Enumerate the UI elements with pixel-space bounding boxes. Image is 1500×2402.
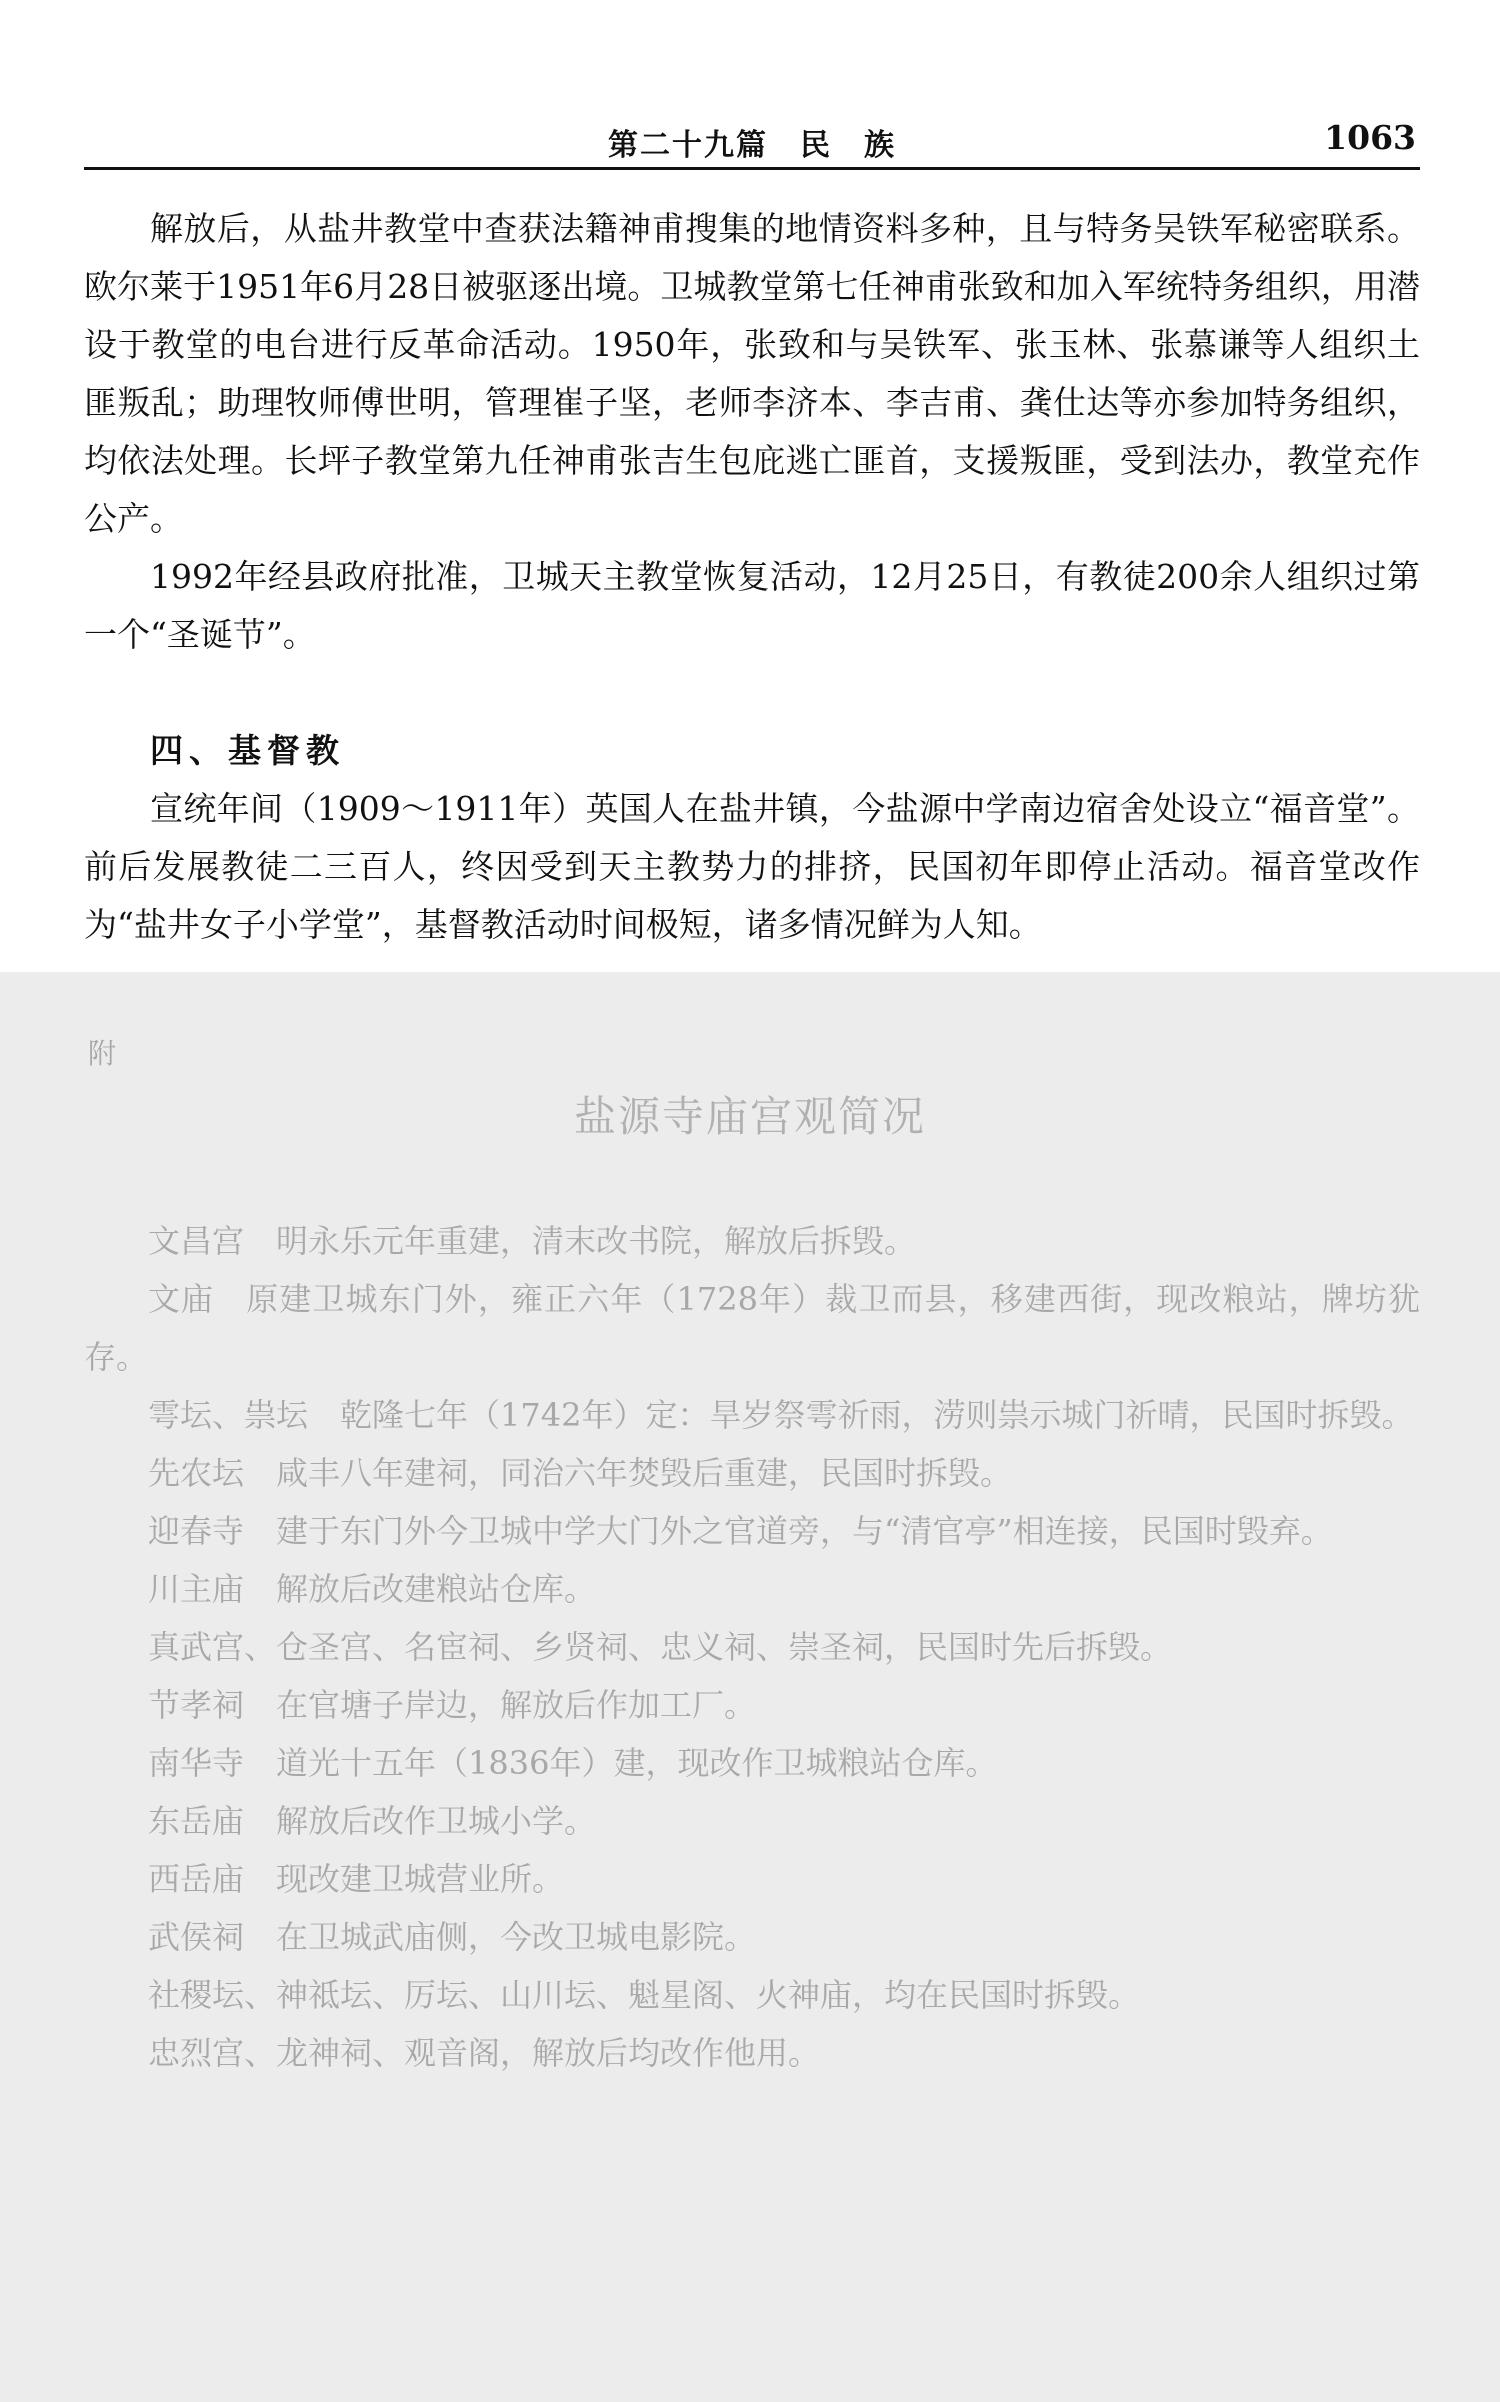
header-rule bbox=[84, 167, 1420, 170]
entry-text: 道光十五年（1836年）建，现改作卫城粮站仓库。 bbox=[276, 1744, 998, 1782]
entry-text: 在卫城武庙侧，今改卫城电影院。 bbox=[276, 1918, 757, 1956]
entry-text: 明永乐元年重建，清末改书院，解放后拆毁。 bbox=[276, 1222, 917, 1260]
entry-term: 川主庙 bbox=[148, 1570, 245, 1608]
entry-term: 迎春寺 bbox=[148, 1512, 245, 1550]
list-item bbox=[84, 1212, 1420, 1270]
entry-term: 雩坛、祟坛 bbox=[148, 1396, 309, 1434]
entry-text: 解放后改作卫城小学。 bbox=[276, 1802, 597, 1840]
entry-text: 原建卫城东门外，雍正六年（1728年）裁卫而县，移建西街，现改粮站，牌坊犹存。 bbox=[84, 1280, 1420, 1376]
entry-text: 现改建卫城营业所。 bbox=[276, 1860, 565, 1898]
list-item bbox=[84, 1676, 1420, 1734]
page-header bbox=[84, 112, 1420, 170]
entry-term: 文昌宫 bbox=[148, 1222, 245, 1260]
list-item bbox=[84, 1270, 1420, 1386]
annex-list bbox=[84, 1212, 1420, 2082]
entry-text: 乾隆七年（1742年）定：旱岁祭雩祈雨，涝则祟示城门祈晴，民国时拆毁。 bbox=[340, 1396, 1414, 1434]
annex-section bbox=[0, 972, 1500, 2402]
entry-term: 武侯祠 bbox=[148, 1918, 245, 1956]
list-item bbox=[84, 1502, 1420, 1560]
list-item bbox=[84, 1966, 1420, 2024]
paragraph-1992: 1992年经县政府批准，卫城天主教堂恢复活动，12月25日，有教徒200余人组织过第一个“圣诞节”。 bbox=[84, 557, 1420, 654]
list-item bbox=[84, 2024, 1420, 2082]
entry-text: 建于东门外今卫城中学大门外之官道旁，与“清官亭”相连接，民国时毁弃。 bbox=[276, 1512, 1333, 1550]
entry-text: 真武宫、仓圣宫、名宦祠、乡贤祠、忠义祠、崇圣祠，民国时先后拆毁。 bbox=[148, 1628, 1173, 1666]
entry-term: 文庙 bbox=[148, 1280, 215, 1318]
entry-term: 南华寺 bbox=[148, 1744, 245, 1782]
entry-term: 先农坛 bbox=[148, 1454, 245, 1492]
list-item bbox=[84, 1444, 1420, 1502]
entry-term: 节孝祠 bbox=[148, 1686, 245, 1724]
page-number: 1063 bbox=[1324, 118, 1416, 157]
list-item bbox=[84, 1850, 1420, 1908]
section-heading-christianity: 四、基督教 bbox=[150, 731, 345, 770]
list-item bbox=[84, 1734, 1420, 1792]
list-item bbox=[84, 1560, 1420, 1618]
entry-term: 东岳庙 bbox=[148, 1802, 245, 1840]
entry-text: 解放后改建粮站仓库。 bbox=[276, 1570, 597, 1608]
paragraph-christianity: 宣统年间（1909～1911年）英国人在盐井镇，今盐源中学南边宿舍处设立“福音堂”。前后发展教徒二三百人，终因受到天主教势力的排挤，民国初年即停止活动。福音堂改作为“盐井女子小学堂”，基督教活动时间极短，诸多情况鲜为人知。 bbox=[84, 789, 1420, 944]
annex-title: 盐源寺庙宫观简况 bbox=[573, 1092, 926, 1141]
paragraph-liberation: 解放后，从盐井教堂中查获法籍神甫搜集的地情资料多种，且与特务吴铁军秘密联系。欧尔莱于1951年6月28日被驱逐出境。卫城教堂第七任神甫张致和加入军统特务组织，用潜设于教堂的电台进行反革命活动。1950年，张致和与吴铁军、张玉林、张慕谦等人组织土匪叛乱；助理牧师傅世明，管理崔子坚，老师李济本、李吉甫、龚仕达等亦参加特务组织，均依法处理。长坪子教堂第九任神甫张吉生包庇逃亡匪首，支援叛匪，受到法办，教堂充作公产。 bbox=[84, 209, 1420, 538]
entry-term: 西岳庙 bbox=[148, 1860, 245, 1898]
annex-label: 附 bbox=[88, 1037, 117, 1070]
entry-text: 忠烈宫、龙神祠、观音阁，解放后均改作他用。 bbox=[148, 2034, 821, 2072]
main-text bbox=[84, 200, 1420, 954]
entry-text: 社稷坛、神祗坛、厉坛、山川坛、魁星阁、火神庙，均在民国时拆毁。 bbox=[148, 1976, 1141, 2014]
chapter-title: 第二十九篇 民 族 bbox=[608, 128, 896, 163]
entry-text: 咸丰八年建祠，同治六年焚毁后重建，民国时拆毁。 bbox=[276, 1454, 1013, 1492]
list-item bbox=[84, 1792, 1420, 1850]
list-item bbox=[84, 1386, 1420, 1444]
list-item bbox=[84, 1618, 1420, 1676]
entry-text: 在官塘子岸边，解放后作加工厂。 bbox=[276, 1686, 757, 1724]
list-item bbox=[84, 1908, 1420, 1966]
